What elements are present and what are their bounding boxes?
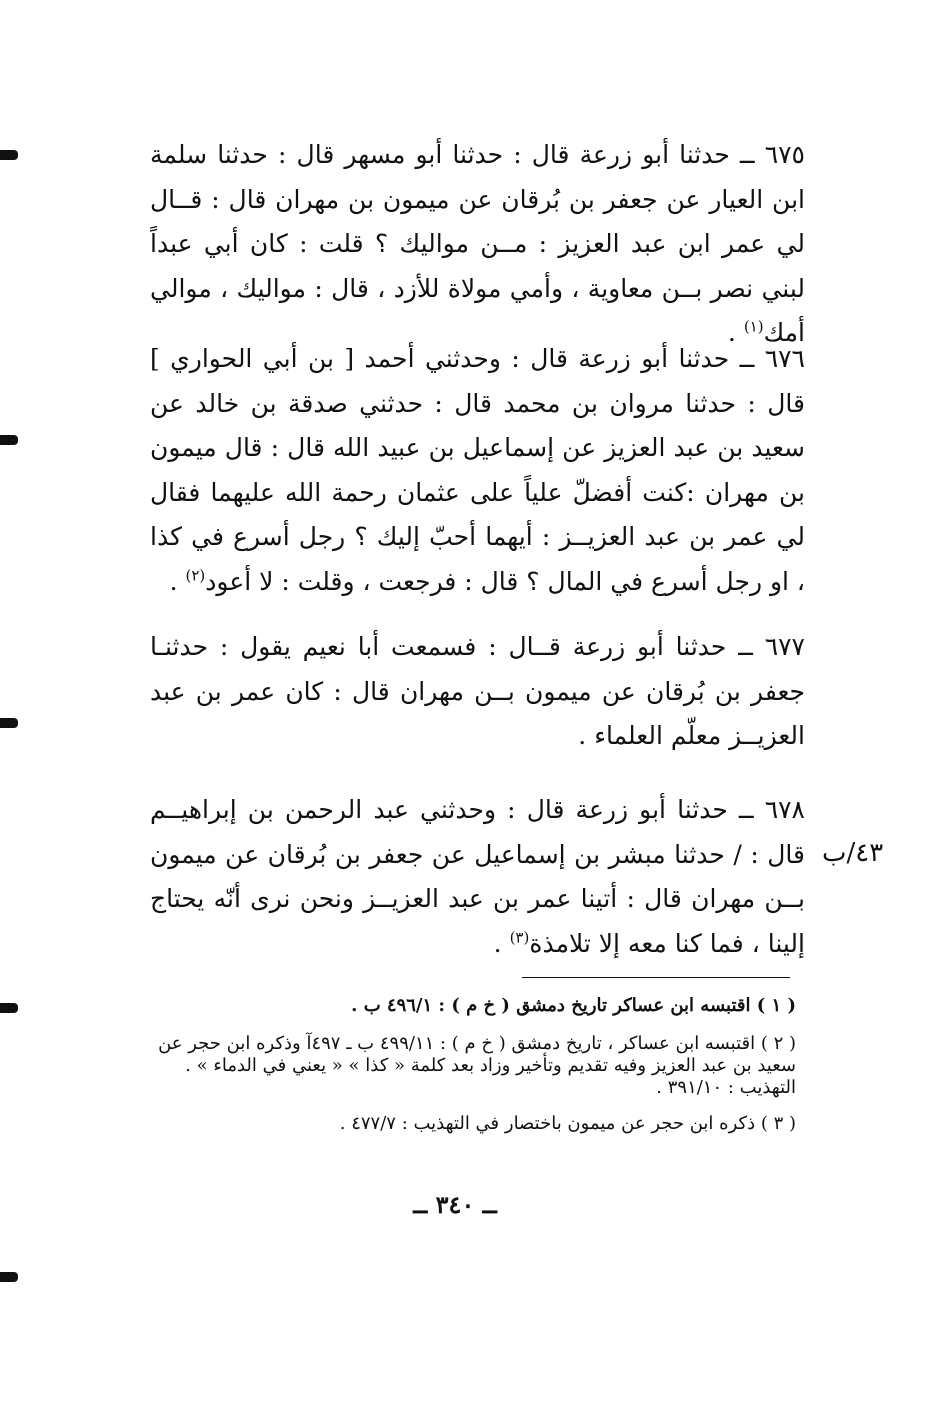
paragraph-end: .: [727, 318, 744, 347]
paragraph-number: ٦٧٥: [764, 140, 805, 169]
binding-mark: [0, 1272, 18, 1282]
paragraph-676: [150, 337, 805, 604]
footnote-reference: (١): [743, 317, 764, 336]
paragraph-end: .: [493, 928, 510, 958]
page-number: ــ ٣٤٠ ــ: [413, 1190, 497, 1219]
footnote-reference: (٢): [185, 566, 206, 585]
footnote-2: ( ٢ ) اقتبسه ابن عساكر ، تاريخ دمشق ( خ م ) : ٤٩٩/١١ ب ـ ٤٩٧آ وذكره ابن حجر عن سعيد بن عبد العزيز وفيه تقديم وتأخير وزاد بعد كلمة « كذا » « يعني في الدماء » . التهذيب : ٣٩١/١٠ .: [158, 1033, 796, 1098]
paragraph-text: ــ حدثنا أبو زرعة قال : وحدثني أحمد [ بن أبي الحواري ] قال : حدثنا مروان بن محمد قال : حدثني صدقة بن خالد عن سعيد بن عبد العزيز عن إسماعيل بن عبيد الله قال : قال ميمون بن مهران :كنت أفضلّ علياً على عثمان رحمة الله عليهما فقال لي عمر بن عبد العزيــز : أيهما أحبّ إليك ؟ رجل أسرع في كذا ، او رجل أسرع في المال ؟ قال : فرجعت ، وقلت : لا أعود: [150, 344, 806, 596]
paragraph-number: ٦٧٧: [764, 632, 805, 661]
paragraph-text: ــ حدثنا أبو زرعة قال : حدثنا أبو مسهر قال : حدثنا سلمة ابن العيار عن جعفر بن بُرقان عن ميمون بن مهران قال : قــال لي عمر ابن عبد العزيز : مــن مواليك ؟ قلت : كان أبي عبداً لبني نصر بــن معاوية ، وأمي مولاة للأزد ، قال : مواليك ، موالي أمك: [150, 140, 805, 347]
paragraph-677: [150, 625, 805, 759]
paragraph-text: ــ حدثنا أبو زرعة قــال : فسمعت أبا نعيم يقول : حدثنـا جعفر بن بُرقان عن ميمون بــن مهران قال : كان عمر بن عبد العزيــز معلّم العلماء .: [150, 632, 805, 750]
binding-mark: [0, 1003, 18, 1013]
paragraph-text: ــ حدثنا أبو زرعة قال : وحدثني عبد الرحمن بن إبراهيــم قال : / حدثنا مبشر بن إسماعيل عن جعفر بن بُرقان عن ميمون بــن مهران قال : أتينا عمر بن عبد العزيــز ونحن نرى أنّه يحتاج إلينا ، فما كنا معه إلا تلامذة: [150, 795, 805, 958]
footnote-1: ( ١ ) اقتبسه ابن عساكر تاريخ دمشق ( خ م ) : ٤٩٦/١ ب .: [351, 995, 796, 1016]
footnote-separator: [522, 977, 790, 978]
paragraph-end: .: [169, 566, 186, 596]
footnote-3: ( ٣ ) ذكره ابن حجر عن ميمون باختصار في التهذيب : ٤٧٧/٧ .: [339, 1113, 796, 1134]
manuscript-folio-note: ٤٣/ب: [822, 838, 884, 868]
paragraph-675: [150, 133, 805, 356]
binding-mark: [0, 150, 18, 160]
paragraph-number: ٦٧٦: [764, 344, 805, 373]
binding-mark: [0, 435, 18, 445]
paragraph-number: ٦٧٨: [764, 795, 805, 824]
footnote-reference: (٣): [509, 928, 530, 947]
footnotes: [140, 995, 796, 1135]
paragraph-678: [150, 788, 805, 966]
binding-mark: [0, 718, 18, 728]
